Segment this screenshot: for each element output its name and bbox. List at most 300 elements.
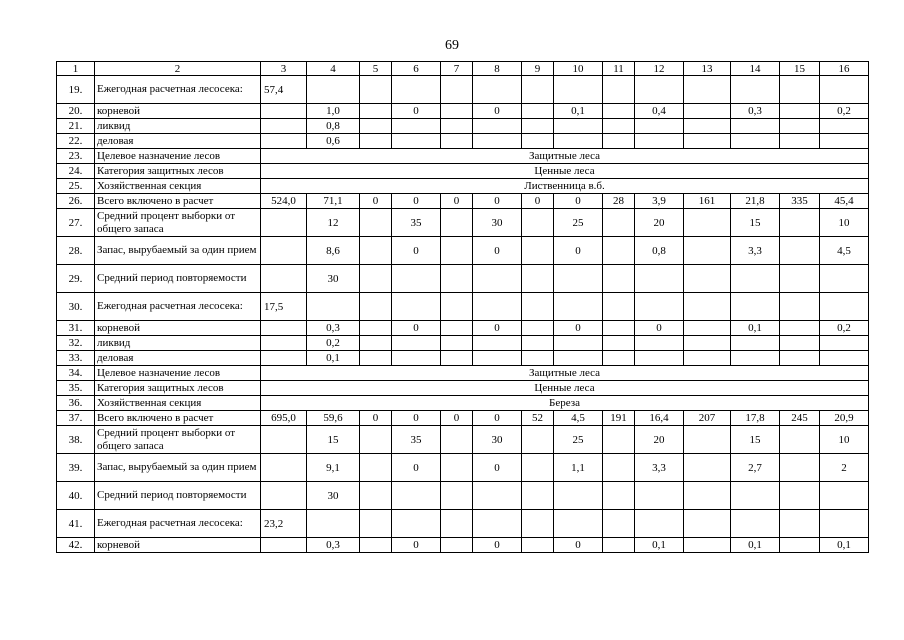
merged-value-cell: Ценные леса <box>261 164 869 179</box>
table-row <box>57 336 869 351</box>
column-header: 16 <box>820 62 869 76</box>
value-cell: 0 <box>392 194 441 209</box>
value-cell: 20 <box>635 209 684 237</box>
value-cell <box>603 104 635 119</box>
row-label: деловая <box>95 351 261 366</box>
value-cell <box>820 119 869 134</box>
table-row <box>57 366 869 381</box>
value-cell: 0 <box>360 194 392 209</box>
value-cell <box>635 351 684 366</box>
value-cell: 0 <box>473 104 522 119</box>
value-cell <box>780 209 820 237</box>
column-header: 8 <box>473 62 522 76</box>
value-cell <box>522 76 554 104</box>
value-cell: 35 <box>392 426 441 454</box>
value-cell: 25 <box>554 209 603 237</box>
value-cell <box>684 510 731 538</box>
value-cell <box>820 336 869 351</box>
value-cell <box>441 134 473 149</box>
value-cell <box>603 209 635 237</box>
value-cell <box>360 293 392 321</box>
value-cell: 0 <box>392 538 441 553</box>
value-cell <box>820 265 869 293</box>
value-cell: 15 <box>731 209 780 237</box>
value-cell <box>554 134 603 149</box>
value-cell: 0,1 <box>820 538 869 553</box>
value-cell <box>684 351 731 366</box>
value-cell <box>360 482 392 510</box>
row-label: корневой <box>95 538 261 553</box>
value-cell: 0,3 <box>731 104 780 119</box>
merged-value-cell: Лиственница в.б. <box>261 179 869 194</box>
value-cell <box>731 351 780 366</box>
value-cell <box>684 293 731 321</box>
value-cell <box>473 482 522 510</box>
value-cell <box>441 209 473 237</box>
value-cell: 71,1 <box>307 194 360 209</box>
value-cell <box>441 265 473 293</box>
value-cell <box>603 119 635 134</box>
value-cell <box>441 510 473 538</box>
value-cell: 12 <box>307 209 360 237</box>
table-row <box>57 149 869 164</box>
table-row <box>57 209 869 237</box>
value-cell <box>522 104 554 119</box>
value-cell <box>684 538 731 553</box>
value-cell <box>441 336 473 351</box>
value-cell: 695,0 <box>261 411 307 426</box>
value-cell: 3,3 <box>731 237 780 265</box>
value-cell <box>441 76 473 104</box>
table-row <box>57 293 869 321</box>
column-header: 12 <box>635 62 684 76</box>
value-cell: 207 <box>684 411 731 426</box>
row-number: 19. <box>57 76 95 104</box>
value-cell <box>261 119 307 134</box>
value-cell <box>522 426 554 454</box>
column-header: 14 <box>731 62 780 76</box>
value-cell <box>731 336 780 351</box>
table-row <box>57 510 869 538</box>
value-cell: 0 <box>473 237 522 265</box>
value-cell: 1,0 <box>307 104 360 119</box>
table-row <box>57 164 869 179</box>
value-cell: 0,3 <box>307 321 360 336</box>
value-cell: 0 <box>392 237 441 265</box>
value-cell <box>684 104 731 119</box>
value-cell: 0,1 <box>554 104 603 119</box>
value-cell: 2,7 <box>731 454 780 482</box>
value-cell: 524,0 <box>261 194 307 209</box>
value-cell <box>360 321 392 336</box>
table-row <box>57 482 869 510</box>
row-number: 34. <box>57 366 95 381</box>
value-cell <box>261 237 307 265</box>
row-label: Всего включено в расчет <box>95 194 261 209</box>
value-cell <box>360 265 392 293</box>
value-cell: 0 <box>473 538 522 553</box>
value-cell <box>603 134 635 149</box>
value-cell <box>780 510 820 538</box>
table-row <box>57 76 869 104</box>
column-header: 15 <box>780 62 820 76</box>
value-cell: 28 <box>603 194 635 209</box>
row-label: Запас, вырубаемый за один прием <box>95 454 261 482</box>
table-row <box>57 265 869 293</box>
value-cell <box>441 538 473 553</box>
value-cell <box>603 482 635 510</box>
value-cell: 8,6 <box>307 237 360 265</box>
value-cell <box>392 336 441 351</box>
value-cell: 16,4 <box>635 411 684 426</box>
value-cell <box>603 426 635 454</box>
value-cell <box>731 134 780 149</box>
row-number: 42. <box>57 538 95 553</box>
value-cell <box>261 104 307 119</box>
value-cell <box>441 321 473 336</box>
value-cell <box>522 351 554 366</box>
value-cell <box>603 336 635 351</box>
merged-value-cell: Защитные леса <box>261 366 869 381</box>
row-number: 24. <box>57 164 95 179</box>
table-row <box>57 321 869 336</box>
value-cell <box>820 510 869 538</box>
value-cell: 0 <box>473 411 522 426</box>
value-cell <box>360 76 392 104</box>
merged-value-cell: Защитные леса <box>261 149 869 164</box>
value-cell <box>684 482 731 510</box>
row-label: деловая <box>95 134 261 149</box>
row-number: 28. <box>57 237 95 265</box>
row-number: 25. <box>57 179 95 194</box>
row-number: 35. <box>57 381 95 396</box>
value-cell <box>360 104 392 119</box>
value-cell: 23,2 <box>261 510 307 538</box>
table-row <box>57 134 869 149</box>
value-cell <box>441 237 473 265</box>
row-label: Целевое назначение лесов <box>95 149 261 164</box>
value-cell: 0,3 <box>307 538 360 553</box>
value-cell <box>261 134 307 149</box>
value-cell: 0 <box>554 194 603 209</box>
value-cell <box>780 321 820 336</box>
value-cell: 0 <box>360 411 392 426</box>
value-cell: 0 <box>473 194 522 209</box>
value-cell: 15 <box>731 426 780 454</box>
header-row <box>57 62 869 76</box>
row-number: 27. <box>57 209 95 237</box>
value-cell <box>603 321 635 336</box>
table-row <box>57 351 869 366</box>
value-cell <box>554 76 603 104</box>
value-cell: 0,4 <box>635 104 684 119</box>
value-cell: 0,1 <box>635 538 684 553</box>
value-cell <box>261 321 307 336</box>
value-cell <box>684 321 731 336</box>
value-cell <box>820 351 869 366</box>
value-cell <box>522 237 554 265</box>
value-cell <box>731 510 780 538</box>
value-cell <box>780 104 820 119</box>
value-cell: 17,5 <box>261 293 307 321</box>
row-number: 29. <box>57 265 95 293</box>
value-cell <box>392 482 441 510</box>
column-header: 3 <box>261 62 307 76</box>
value-cell: 21,8 <box>731 194 780 209</box>
value-cell <box>554 119 603 134</box>
value-cell: 3,3 <box>635 454 684 482</box>
value-cell <box>522 538 554 553</box>
value-cell: 0 <box>522 194 554 209</box>
row-number: 33. <box>57 351 95 366</box>
row-number: 41. <box>57 510 95 538</box>
table-row <box>57 237 869 265</box>
value-cell <box>780 538 820 553</box>
value-cell <box>261 482 307 510</box>
value-cell <box>684 76 731 104</box>
value-cell <box>261 426 307 454</box>
value-cell <box>360 209 392 237</box>
value-cell <box>635 265 684 293</box>
value-cell: 245 <box>780 411 820 426</box>
value-cell <box>554 293 603 321</box>
value-cell: 3,9 <box>635 194 684 209</box>
value-cell: 20,9 <box>820 411 869 426</box>
value-cell <box>473 119 522 134</box>
value-cell <box>603 76 635 104</box>
row-label: корневой <box>95 321 261 336</box>
table-row <box>57 396 869 411</box>
value-cell: 0,8 <box>635 237 684 265</box>
value-cell: 0,1 <box>731 321 780 336</box>
value-cell <box>522 321 554 336</box>
row-label: Средний процент выборки от общего запаса <box>95 426 261 454</box>
value-cell: 0,1 <box>731 538 780 553</box>
row-label: Всего включено в расчет <box>95 411 261 426</box>
value-cell: 0,2 <box>307 336 360 351</box>
row-number: 30. <box>57 293 95 321</box>
row-label: Ежегодная расчетная лесосека: <box>95 293 261 321</box>
row-number: 37. <box>57 411 95 426</box>
row-number: 36. <box>57 396 95 411</box>
value-cell <box>731 76 780 104</box>
value-cell: 0 <box>392 454 441 482</box>
value-cell: 0,6 <box>307 134 360 149</box>
value-cell: 0 <box>392 321 441 336</box>
value-cell <box>307 293 360 321</box>
value-cell: 17,8 <box>731 411 780 426</box>
value-cell: 335 <box>780 194 820 209</box>
value-cell <box>360 134 392 149</box>
row-number: 22. <box>57 134 95 149</box>
value-cell <box>554 351 603 366</box>
value-cell <box>360 454 392 482</box>
value-cell <box>441 426 473 454</box>
row-number: 26. <box>57 194 95 209</box>
value-cell: 30 <box>473 209 522 237</box>
value-cell <box>603 265 635 293</box>
value-cell <box>261 265 307 293</box>
value-cell <box>635 510 684 538</box>
value-cell: 0,8 <box>307 119 360 134</box>
value-cell <box>522 482 554 510</box>
row-number: 40. <box>57 482 95 510</box>
value-cell <box>473 76 522 104</box>
value-cell <box>360 351 392 366</box>
value-cell <box>441 293 473 321</box>
value-cell <box>820 293 869 321</box>
value-cell: 0 <box>473 321 522 336</box>
value-cell <box>684 454 731 482</box>
row-label: Целевое назначение лесов <box>95 366 261 381</box>
row-label: Хозяйственная секция <box>95 179 261 194</box>
merged-value-cell: Береза <box>261 396 869 411</box>
merged-value-cell: Ценные леса <box>261 381 869 396</box>
row-number: 39. <box>57 454 95 482</box>
row-label: Категория защитных лесов <box>95 164 261 179</box>
value-cell: 0 <box>392 411 441 426</box>
allowable-cut-table <box>56 61 869 553</box>
value-cell <box>635 482 684 510</box>
value-cell <box>780 119 820 134</box>
value-cell <box>731 119 780 134</box>
value-cell <box>261 454 307 482</box>
row-label: Ежегодная расчетная лесосека: <box>95 510 261 538</box>
value-cell <box>441 104 473 119</box>
value-cell <box>522 119 554 134</box>
value-cell <box>392 510 441 538</box>
value-cell <box>731 265 780 293</box>
value-cell <box>684 426 731 454</box>
value-cell: 161 <box>684 194 731 209</box>
value-cell <box>360 510 392 538</box>
value-cell: 25 <box>554 426 603 454</box>
value-cell <box>441 119 473 134</box>
value-cell: 35 <box>392 209 441 237</box>
row-label: ликвид <box>95 119 261 134</box>
value-cell <box>307 510 360 538</box>
value-cell <box>473 265 522 293</box>
table-row <box>57 119 869 134</box>
table-row <box>57 179 869 194</box>
value-cell <box>554 510 603 538</box>
value-cell <box>684 265 731 293</box>
value-cell <box>307 76 360 104</box>
value-cell <box>820 134 869 149</box>
value-cell <box>635 134 684 149</box>
column-header: 11 <box>603 62 635 76</box>
value-cell <box>392 119 441 134</box>
value-cell: 0 <box>554 538 603 553</box>
value-cell <box>360 538 392 553</box>
value-cell: 0,2 <box>820 321 869 336</box>
value-cell <box>820 76 869 104</box>
row-label: ликвид <box>95 336 261 351</box>
value-cell: 10 <box>820 426 869 454</box>
value-cell <box>473 293 522 321</box>
value-cell <box>392 351 441 366</box>
value-cell: 30 <box>473 426 522 454</box>
column-header: 9 <box>522 62 554 76</box>
value-cell <box>554 265 603 293</box>
value-cell <box>684 336 731 351</box>
value-cell <box>360 237 392 265</box>
table-row <box>57 538 869 553</box>
value-cell <box>780 351 820 366</box>
value-cell <box>473 336 522 351</box>
value-cell: 20 <box>635 426 684 454</box>
value-cell <box>635 119 684 134</box>
value-cell <box>360 119 392 134</box>
value-cell <box>392 76 441 104</box>
value-cell <box>603 237 635 265</box>
value-cell <box>522 134 554 149</box>
value-cell <box>473 351 522 366</box>
table-row <box>57 381 869 396</box>
value-cell <box>603 293 635 321</box>
row-label: Средний период повторяемости <box>95 482 261 510</box>
value-cell: 0 <box>441 194 473 209</box>
column-header: 10 <box>554 62 603 76</box>
row-label: Средний период повторяемости <box>95 265 261 293</box>
value-cell: 4,5 <box>820 237 869 265</box>
column-header: 2 <box>95 62 261 76</box>
value-cell: 1,1 <box>554 454 603 482</box>
row-number: 32. <box>57 336 95 351</box>
row-label: Категория защитных лесов <box>95 381 261 396</box>
value-cell <box>392 134 441 149</box>
value-cell <box>603 510 635 538</box>
value-cell: 191 <box>603 411 635 426</box>
value-cell: 0 <box>441 411 473 426</box>
value-cell <box>554 482 603 510</box>
value-cell: 0 <box>392 104 441 119</box>
value-cell <box>360 336 392 351</box>
column-header: 6 <box>392 62 441 76</box>
row-number: 23. <box>57 149 95 164</box>
value-cell <box>635 336 684 351</box>
value-cell <box>473 510 522 538</box>
value-cell <box>522 265 554 293</box>
column-header: 5 <box>360 62 392 76</box>
value-cell <box>780 426 820 454</box>
value-cell <box>635 293 684 321</box>
row-label: корневой <box>95 104 261 119</box>
value-cell <box>441 454 473 482</box>
table-row <box>57 104 869 119</box>
value-cell <box>603 454 635 482</box>
table-row <box>57 411 869 426</box>
value-cell <box>261 538 307 553</box>
value-cell <box>731 293 780 321</box>
row-number: 21. <box>57 119 95 134</box>
value-cell <box>780 293 820 321</box>
value-cell <box>684 134 731 149</box>
column-header: 7 <box>441 62 473 76</box>
value-cell <box>780 336 820 351</box>
value-cell <box>441 351 473 366</box>
page-number: 69 <box>445 38 459 53</box>
column-header: 1 <box>57 62 95 76</box>
row-number: 20. <box>57 104 95 119</box>
value-cell <box>603 351 635 366</box>
table-row <box>57 194 869 209</box>
value-cell <box>392 293 441 321</box>
value-cell <box>441 482 473 510</box>
column-header: 13 <box>684 62 731 76</box>
table-row <box>57 454 869 482</box>
value-cell <box>820 482 869 510</box>
